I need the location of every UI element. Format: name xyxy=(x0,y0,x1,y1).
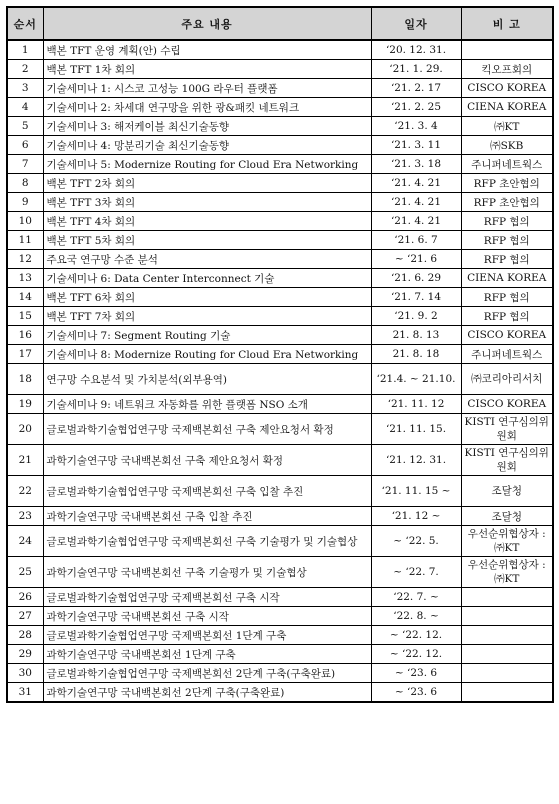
table-row xyxy=(7,526,553,557)
row-order-cell: 31 xyxy=(7,683,43,703)
row-note-cell xyxy=(461,626,553,645)
row-date-cell: ‘20. 12. 31. xyxy=(371,40,461,60)
table-row xyxy=(7,395,553,414)
row-order-cell: 4 xyxy=(7,98,43,117)
table-row xyxy=(7,174,553,193)
table-row xyxy=(7,117,553,136)
row-note-cell: RFP 협의 xyxy=(461,307,553,326)
row-date-cell: 21. 8. 13 xyxy=(371,326,461,345)
row-content-cell: 백본 TFT 7차 회의 xyxy=(43,307,371,326)
row-date-cell: ‘21. 6. 29 xyxy=(371,269,461,288)
row-note-cell: 우선순위협상자 : ㈜KT xyxy=(461,526,553,557)
row-date-cell: ‘21. 3. 11 xyxy=(371,136,461,155)
row-date-cell: ‘21. 4. 21 xyxy=(371,193,461,212)
row-date-cell: ~ ‘23. 6 xyxy=(371,664,461,683)
header-order: 순서 xyxy=(7,7,43,40)
table-row xyxy=(7,476,553,507)
row-date-cell: ~ ‘22. 12. xyxy=(371,645,461,664)
row-date-cell: ‘21. 3. 18 xyxy=(371,155,461,174)
row-date-cell: ‘21. 12. 31. xyxy=(371,445,461,476)
row-note-cell: RFP 협의 xyxy=(461,212,553,231)
row-content-cell: 기술세미나 9: 네트워크 자동화를 위한 플랫폼 NSO 소개 xyxy=(43,395,371,414)
row-order-cell: 30 xyxy=(7,664,43,683)
row-content-cell: 과학기술연구망 국내백본회선 구축 시작 xyxy=(43,607,371,626)
table-row xyxy=(7,445,553,476)
row-content-cell: 기술세미나 3: 해저케이블 최신기술동향 xyxy=(43,117,371,136)
row-note-cell xyxy=(461,607,553,626)
row-order-cell: 17 xyxy=(7,345,43,364)
row-note-cell: CIENA KOREA xyxy=(461,269,553,288)
row-date-cell: ‘21. 11. 15 ~ xyxy=(371,476,461,507)
row-order-cell: 12 xyxy=(7,250,43,269)
row-note-cell: ㈜SKB xyxy=(461,136,553,155)
row-content-cell: 글로벌과학기술협업연구망 국제백본회선 구축 입찰 추진 xyxy=(43,476,371,507)
table-row xyxy=(7,414,553,445)
row-content-cell: 글로벌과학기술협업연구망 국제백본회선 구축 제안요청서 확정 xyxy=(43,414,371,445)
table-row xyxy=(7,607,553,626)
row-note-cell: CISCO KOREA xyxy=(461,395,553,414)
row-date-cell: ~ ‘22. 12. xyxy=(371,626,461,645)
row-date-cell: ‘21. 11. 15. xyxy=(371,414,461,445)
row-note-cell xyxy=(461,645,553,664)
row-order-cell: 23 xyxy=(7,507,43,526)
table-row xyxy=(7,212,553,231)
row-order-cell: 14 xyxy=(7,288,43,307)
row-date-cell: ~ ‘21. 6 xyxy=(371,250,461,269)
table-row xyxy=(7,136,553,155)
row-content-cell: 기술세미나 6: Data Center Interconnect 기술 xyxy=(43,269,371,288)
row-content-cell: 기술세미나 5: Modernize Routing for Cloud Era Networking xyxy=(43,155,371,174)
row-note-cell: RFP 초안협의 xyxy=(461,193,553,212)
row-note-cell: 우선순위협상자 : ㈜KT xyxy=(461,557,553,588)
row-order-cell: 2 xyxy=(7,60,43,79)
table-row xyxy=(7,250,553,269)
row-date-cell: ‘21. 4. 21 xyxy=(371,174,461,193)
row-content-cell: 주요국 연구망 수준 분석 xyxy=(43,250,371,269)
row-note-cell xyxy=(461,588,553,607)
row-order-cell: 6 xyxy=(7,136,43,155)
row-order-cell: 24 xyxy=(7,526,43,557)
row-date-cell: ‘21. 7. 14 xyxy=(371,288,461,307)
row-note-cell xyxy=(461,683,553,703)
row-order-cell: 19 xyxy=(7,395,43,414)
row-date-cell: ‘21.4. ~ 21.10. xyxy=(371,364,461,395)
row-order-cell: 28 xyxy=(7,626,43,645)
header-content: 주요 내용 xyxy=(43,7,371,40)
row-content-cell: 과학기술연구망 국내백본회선 구축 입찰 추진 xyxy=(43,507,371,526)
row-content-cell: 백본 TFT 4차 회의 xyxy=(43,212,371,231)
row-note-cell xyxy=(461,664,553,683)
row-order-cell: 22 xyxy=(7,476,43,507)
row-date-cell: ‘21. 2. 17 xyxy=(371,79,461,98)
row-content-cell: 글로벌과학기술협업연구망 국제백본회선 구축 기술평가 및 기술협상 xyxy=(43,526,371,557)
row-date-cell: ‘21. 6. 7 xyxy=(371,231,461,250)
table-row xyxy=(7,269,553,288)
row-order-cell: 7 xyxy=(7,155,43,174)
table-row xyxy=(7,307,553,326)
row-content-cell: 백본 TFT 5차 회의 xyxy=(43,231,371,250)
table-row xyxy=(7,231,553,250)
row-order-cell: 25 xyxy=(7,557,43,588)
row-content-cell: 과학기술연구망 국내백본회선 1단계 구축 xyxy=(43,645,371,664)
row-note-cell: CISCO KOREA xyxy=(461,326,553,345)
row-content-cell: 기술세미나 8: Modernize Routing for Cloud Era Networking xyxy=(43,345,371,364)
table-row xyxy=(7,626,553,645)
row-order-cell: 15 xyxy=(7,307,43,326)
schedule-table xyxy=(6,6,554,703)
row-content-cell: 백본 TFT 운영 계획(안) 수립 xyxy=(43,40,371,60)
table-row xyxy=(7,98,553,117)
table-row xyxy=(7,288,553,307)
row-note-cell: RFP 협의 xyxy=(461,288,553,307)
row-date-cell: ‘21. 1. 29. xyxy=(371,60,461,79)
table-row xyxy=(7,683,553,703)
row-order-cell: 1 xyxy=(7,40,43,60)
row-order-cell: 5 xyxy=(7,117,43,136)
row-content-cell: 글로벌과학기술협업연구망 국제백본회선 1단계 구축 xyxy=(43,626,371,645)
row-date-cell: ‘21. 4. 21 xyxy=(371,212,461,231)
row-order-cell: 27 xyxy=(7,607,43,626)
row-order-cell: 8 xyxy=(7,174,43,193)
table-row xyxy=(7,326,553,345)
row-note-cell: 조달청 xyxy=(461,476,553,507)
row-note-cell: CISCO KOREA xyxy=(461,79,553,98)
row-content-cell: 과학기술연구망 국내백본회선 구축 제안요청서 확정 xyxy=(43,445,371,476)
table-row xyxy=(7,645,553,664)
table-row xyxy=(7,60,553,79)
row-content-cell: 기술세미나 4: 망분리기술 최신기술동향 xyxy=(43,136,371,155)
table-row xyxy=(7,588,553,607)
row-note-cell xyxy=(461,40,553,60)
row-note-cell: 조달청 xyxy=(461,507,553,526)
row-content-cell: 과학기술연구망 국내백본회선 2단계 구축(구축완료) xyxy=(43,683,371,703)
row-date-cell: ‘21. 12 ~ xyxy=(371,507,461,526)
row-note-cell: RFP 초안협의 xyxy=(461,174,553,193)
row-date-cell: ‘22. 8. ~ xyxy=(371,607,461,626)
row-note-cell: RFP 협의 xyxy=(461,231,553,250)
table-row xyxy=(7,507,553,526)
row-content-cell: 백본 TFT 2차 회의 xyxy=(43,174,371,193)
row-content-cell: 백본 TFT 3차 회의 xyxy=(43,193,371,212)
row-date-cell: 21. 8. 18 xyxy=(371,345,461,364)
row-note-cell: CIENA KOREA xyxy=(461,98,553,117)
row-order-cell: 3 xyxy=(7,79,43,98)
row-content-cell: 글로벌과학기술협업연구망 국제백본회선 구축 시작 xyxy=(43,588,371,607)
row-order-cell: 13 xyxy=(7,269,43,288)
table-row xyxy=(7,364,553,395)
row-note-cell: ㈜KT xyxy=(461,117,553,136)
row-note-cell: 주니퍼네트웍스 xyxy=(461,155,553,174)
table-row xyxy=(7,193,553,212)
row-date-cell: ‘21. 3. 4 xyxy=(371,117,461,136)
row-content-cell: 연구망 수요분석 및 가치분석(외부용역) xyxy=(43,364,371,395)
row-content-cell: 백본 TFT 6차 회의 xyxy=(43,288,371,307)
row-note-cell: KISTI 연구심의위원회 xyxy=(461,445,553,476)
row-order-cell: 18 xyxy=(7,364,43,395)
row-content-cell: 기술세미나 7: Segment Routing 기술 xyxy=(43,326,371,345)
row-order-cell: 10 xyxy=(7,212,43,231)
table-row xyxy=(7,40,553,60)
row-note-cell: 주니퍼네트웍스 xyxy=(461,345,553,364)
row-content-cell: 기술세미나 2: 차세대 연구망을 위한 광&패킷 네트워크 xyxy=(43,98,371,117)
row-order-cell: 11 xyxy=(7,231,43,250)
row-order-cell: 26 xyxy=(7,588,43,607)
row-date-cell: ~ ‘22. 5. xyxy=(371,526,461,557)
table-row xyxy=(7,557,553,588)
row-date-cell: ‘21. 2. 25 xyxy=(371,98,461,117)
row-order-cell: 29 xyxy=(7,645,43,664)
table-body xyxy=(7,40,553,702)
row-note-cell: ㈜코리아리서치 xyxy=(461,364,553,395)
schedule-table-container xyxy=(6,6,552,703)
table-row xyxy=(7,664,553,683)
row-note-cell: 킥오프회의 xyxy=(461,60,553,79)
row-order-cell: 9 xyxy=(7,193,43,212)
row-content-cell: 백본 TFT 1차 회의 xyxy=(43,60,371,79)
row-content-cell: 과학기술연구망 국내백본회선 구축 기술평가 및 기술협상 xyxy=(43,557,371,588)
table-row xyxy=(7,345,553,364)
row-note-cell: KISTI 연구심의위원회 xyxy=(461,414,553,445)
row-date-cell: ‘21. 11. 12 xyxy=(371,395,461,414)
row-order-cell: 20 xyxy=(7,414,43,445)
table-row xyxy=(7,155,553,174)
row-content-cell: 기술세미나 1: 시스코 고성능 100G 라우터 플랫폼 xyxy=(43,79,371,98)
row-order-cell: 21 xyxy=(7,445,43,476)
row-date-cell: ~ ‘23. 6 xyxy=(371,683,461,703)
header-note: 비 고 xyxy=(461,7,553,40)
table-row xyxy=(7,79,553,98)
row-date-cell: ‘21. 9. 2 xyxy=(371,307,461,326)
table-header-row xyxy=(7,7,553,40)
row-date-cell: ~ ‘22. 7. xyxy=(371,557,461,588)
row-order-cell: 16 xyxy=(7,326,43,345)
row-date-cell: ‘22. 7. ~ xyxy=(371,588,461,607)
header-date: 일자 xyxy=(371,7,461,40)
row-note-cell: RFP 협의 xyxy=(461,250,553,269)
row-content-cell: 글로벌과학기술협업연구망 국제백본회선 2단계 구축(구축완료) xyxy=(43,664,371,683)
